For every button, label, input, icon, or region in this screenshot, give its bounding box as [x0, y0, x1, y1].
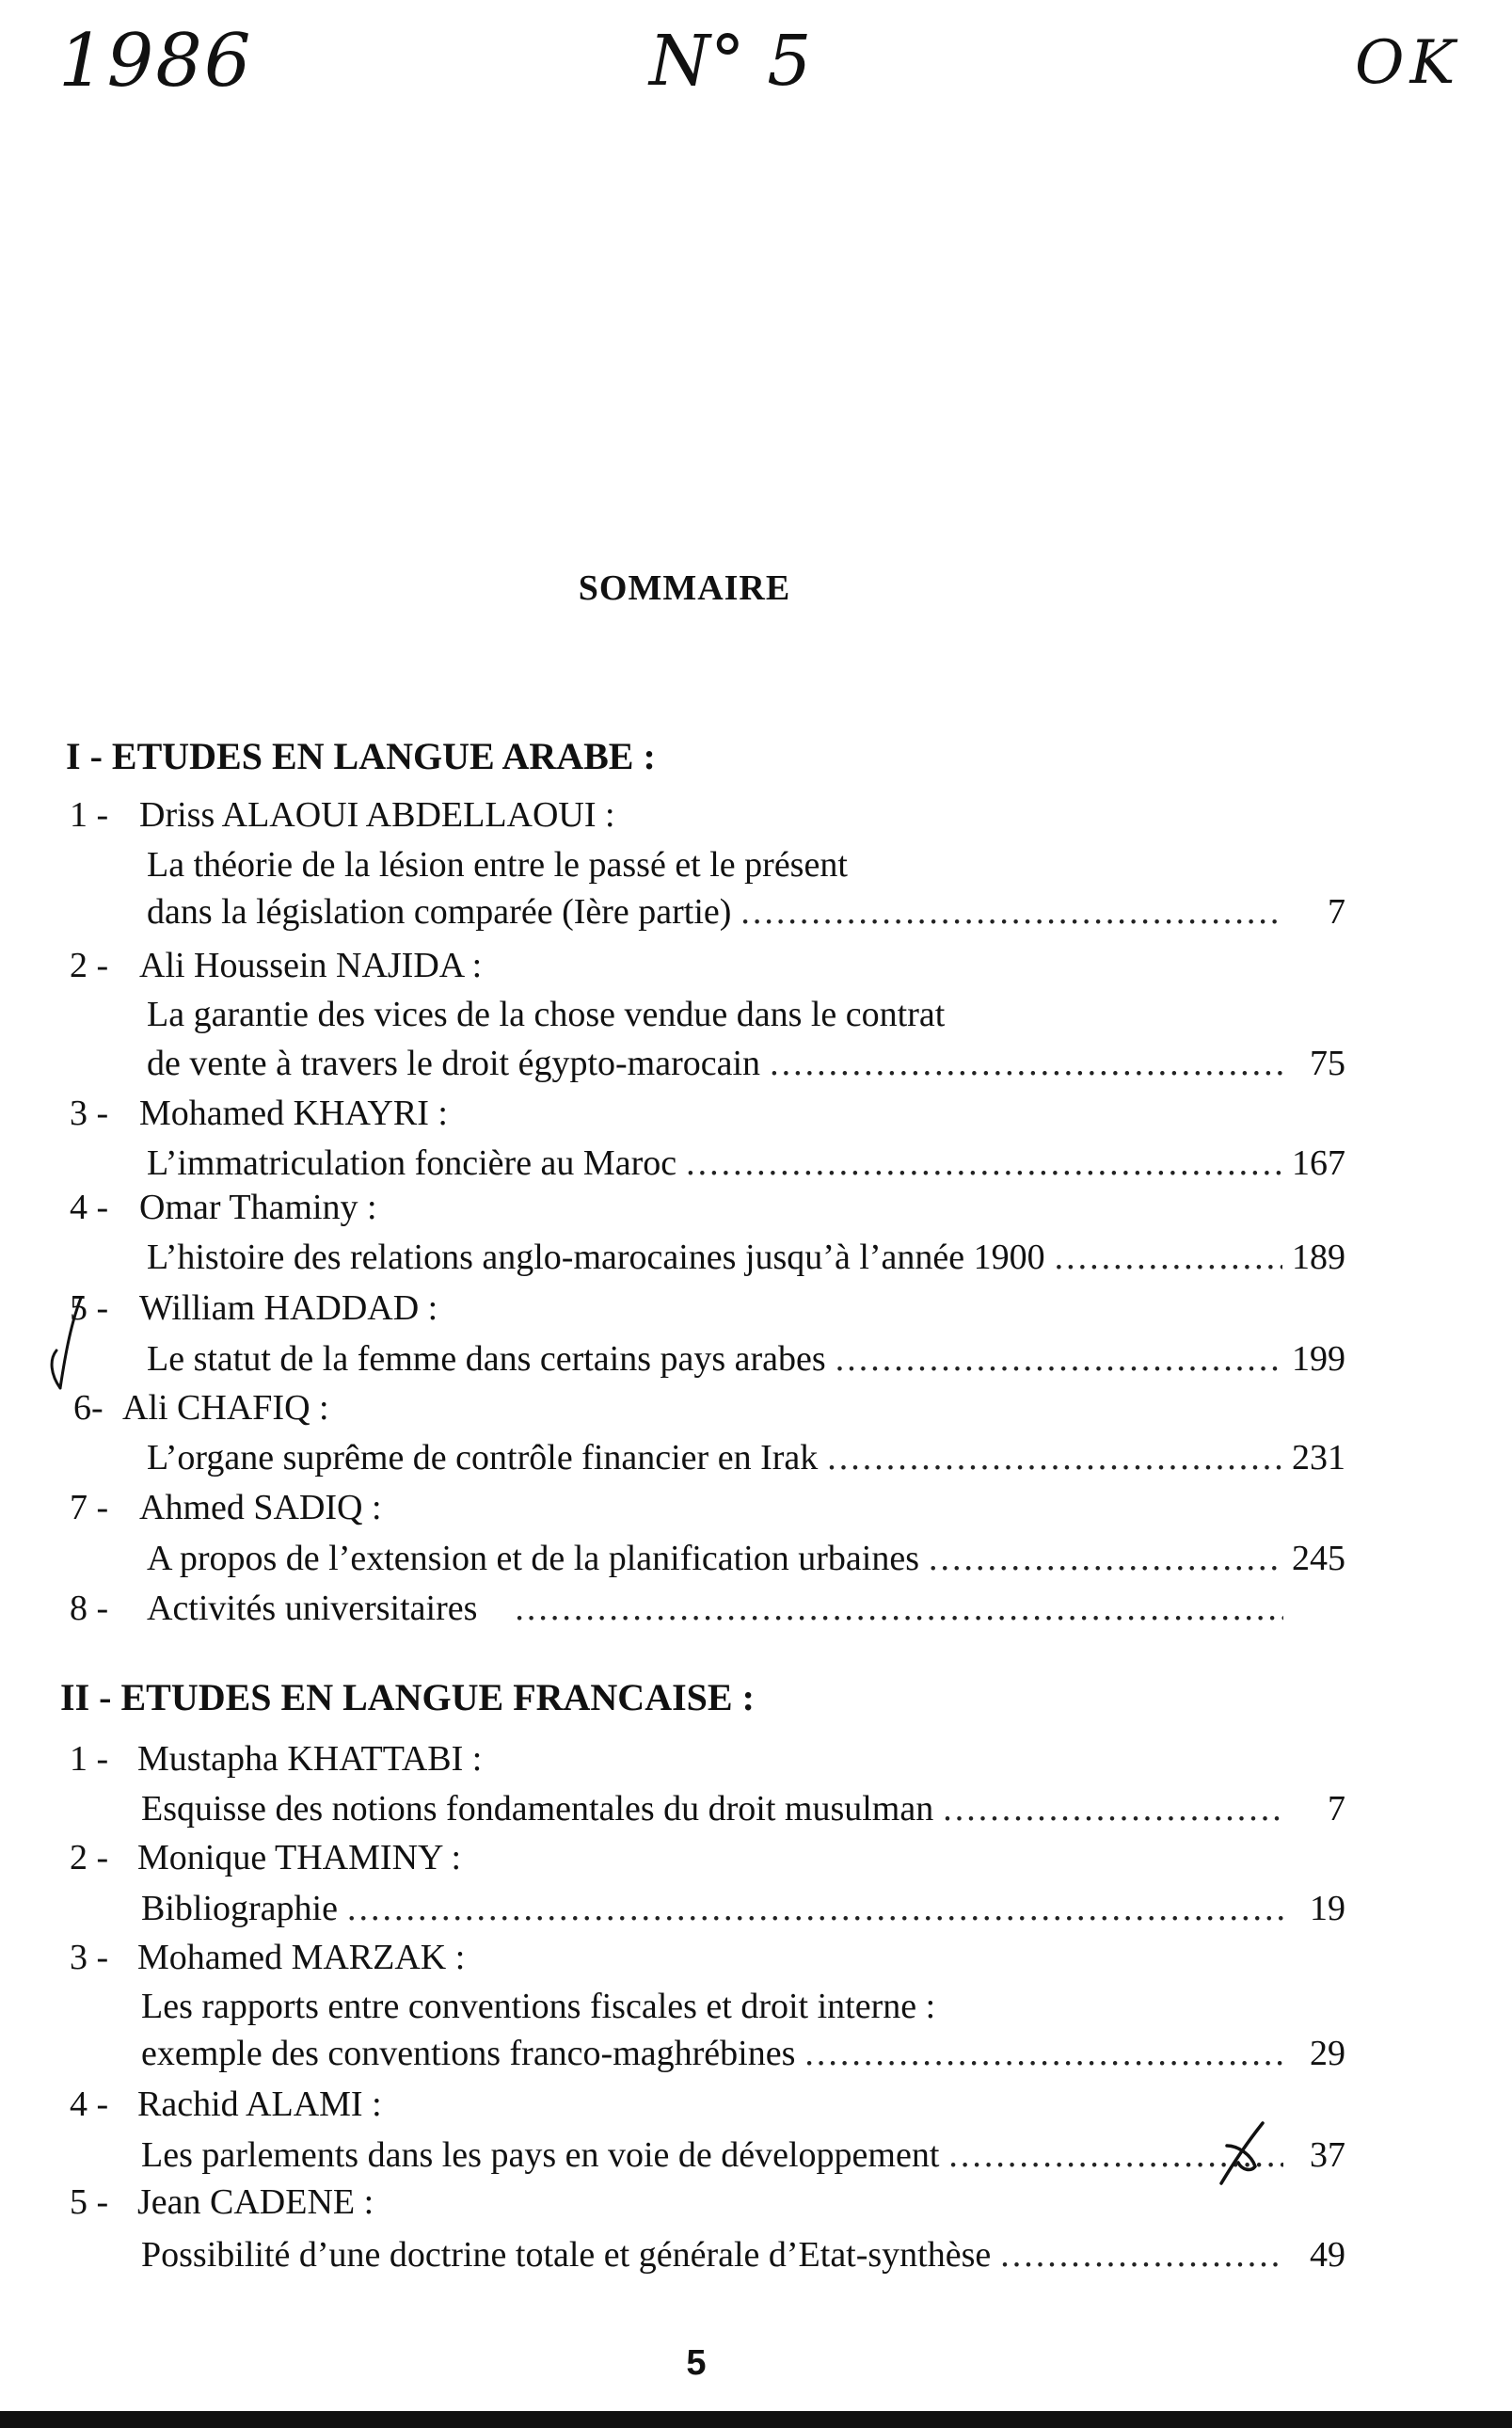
page-title: SOMMAIRE — [578, 568, 791, 608]
handwritten-ok: OK — [1355, 28, 1461, 98]
dot-leader — [686, 1139, 1282, 1188]
entry-number: 8 - — [70, 1589, 109, 1628]
handwritten-issue-number: N° 5 — [649, 21, 812, 102]
entry-title: Activités universitaires — [147, 1589, 478, 1628]
entry-page: 19 — [1310, 1889, 1345, 1928]
entry-author: Mustapha KHATTABI : — [137, 1739, 483, 1779]
entry-page: 231 — [1292, 1438, 1345, 1478]
entry-author: Ali CHAFIQ : — [122, 1388, 329, 1428]
entry-author: Omar Thaminy : — [139, 1188, 377, 1227]
dot-leader — [804, 2029, 1283, 2078]
entry-page: 199 — [1292, 1339, 1345, 1379]
entry-page: 7 — [1328, 1789, 1345, 1829]
dot-leader — [943, 1784, 1283, 1833]
entry-page: 245 — [1292, 1539, 1345, 1578]
entry-page: 7 — [1328, 892, 1345, 932]
entry-title: Les parlements dans les pays en voie de développement — [141, 2135, 940, 2175]
entry-number: 6- — [73, 1388, 103, 1428]
entry-number: 2 - — [70, 946, 109, 985]
dot-leader — [740, 887, 1283, 936]
dot-leader — [929, 1534, 1282, 1583]
margin-pen-mark — [38, 1294, 94, 1398]
entry-title-line: Les rapports entre conventions fiscales et droit interne : — [141, 1987, 936, 2026]
dot-leader — [1055, 1233, 1282, 1282]
entry-number: 4 - — [70, 1188, 109, 1227]
entry-title: A propos de l’extension et de la planification urbaines — [147, 1539, 919, 1578]
entry-number: 5 - — [70, 2182, 109, 2222]
entry-author: Rachid ALAMI : — [137, 2085, 382, 2124]
entry-title: Bibliographie — [141, 1889, 338, 1928]
entry-author: Jean CADENE : — [137, 2182, 374, 2222]
entry-page: 167 — [1292, 1143, 1345, 1183]
dot-leader — [770, 1039, 1283, 1088]
entry-title: Le statut de la femme dans certains pays arabes — [147, 1339, 826, 1379]
entry-page: 49 — [1310, 2235, 1345, 2275]
entry-page: 75 — [1310, 1044, 1345, 1083]
entry-title: Possibilité d’une doctrine totale et générale d’Etat-synthèse — [141, 2235, 992, 2275]
entry-title: Esquisse des notions fondamentales du droit musulman — [141, 1789, 934, 1829]
handwritten-year: 1986 — [58, 19, 253, 104]
entry-title: L’histoire des relations anglo-marocaines jusqu’à l’année 1900 — [147, 1238, 1045, 1277]
entry-number: 2 - — [70, 1838, 109, 1877]
page-number: 5 — [686, 2343, 707, 2383]
entry-number: 5 - — [70, 1288, 109, 1328]
entry-title: L’organe suprême de contrôle financier en Irak — [147, 1438, 819, 1478]
entry-number: 3 - — [70, 1938, 109, 1977]
entry-author: Monique THAMINY : — [137, 1838, 462, 1877]
entry-author: William HADDAD : — [139, 1288, 438, 1328]
entry-number: 1 - — [70, 795, 109, 835]
entry-number: 3 - — [70, 1094, 109, 1133]
handwritten-cross-mark — [1214, 2117, 1270, 2193]
entry-page: 189 — [1292, 1238, 1345, 1277]
dot-leader — [515, 1584, 1283, 1633]
entry-page: 29 — [1310, 2034, 1345, 2073]
entry-title: L’immatriculation foncière au Maroc — [147, 1143, 677, 1183]
entry-author: Mohamed MARZAK : — [137, 1938, 466, 1977]
entry-number: 4 - — [70, 2085, 109, 2124]
entry-title-line: La garantie des vices de la chose vendue dans le contrat — [147, 995, 946, 1034]
entry-author: Driss ALAOUI ABDELLAOUI : — [139, 795, 615, 835]
dot-leader — [347, 1884, 1283, 1933]
dot-leader — [827, 1433, 1282, 1482]
entry-title: de vente à travers le droit égypto-marocain — [147, 1044, 761, 1083]
entry-author: Mohamed KHAYRI : — [139, 1094, 448, 1133]
entry-title-line: La théorie de la lésion entre le passé et le présent — [147, 845, 848, 885]
section-heading-french: II - ETUDES EN LANGUE FRANCAISE : — [60, 1676, 755, 1718]
section-heading-arabic: I - ETUDES EN LANGUE ARABE : — [66, 735, 656, 777]
entry-title: exemple des conventions franco-maghrébines — [141, 2034, 796, 2073]
entry-number: 1 - — [70, 1739, 109, 1779]
entry-number: 7 - — [70, 1488, 109, 1527]
dot-leader — [836, 1334, 1282, 1383]
entry-author: Ali Houssein NAJIDA : — [139, 946, 483, 985]
entry-title: dans la législation comparée (Ière partie) — [147, 892, 732, 932]
entry-author: Ahmed SADIQ : — [139, 1488, 382, 1527]
bottom-border — [0, 2411, 1512, 2428]
dot-leader — [1000, 2230, 1283, 2279]
entry-page: 37 — [1310, 2135, 1345, 2175]
